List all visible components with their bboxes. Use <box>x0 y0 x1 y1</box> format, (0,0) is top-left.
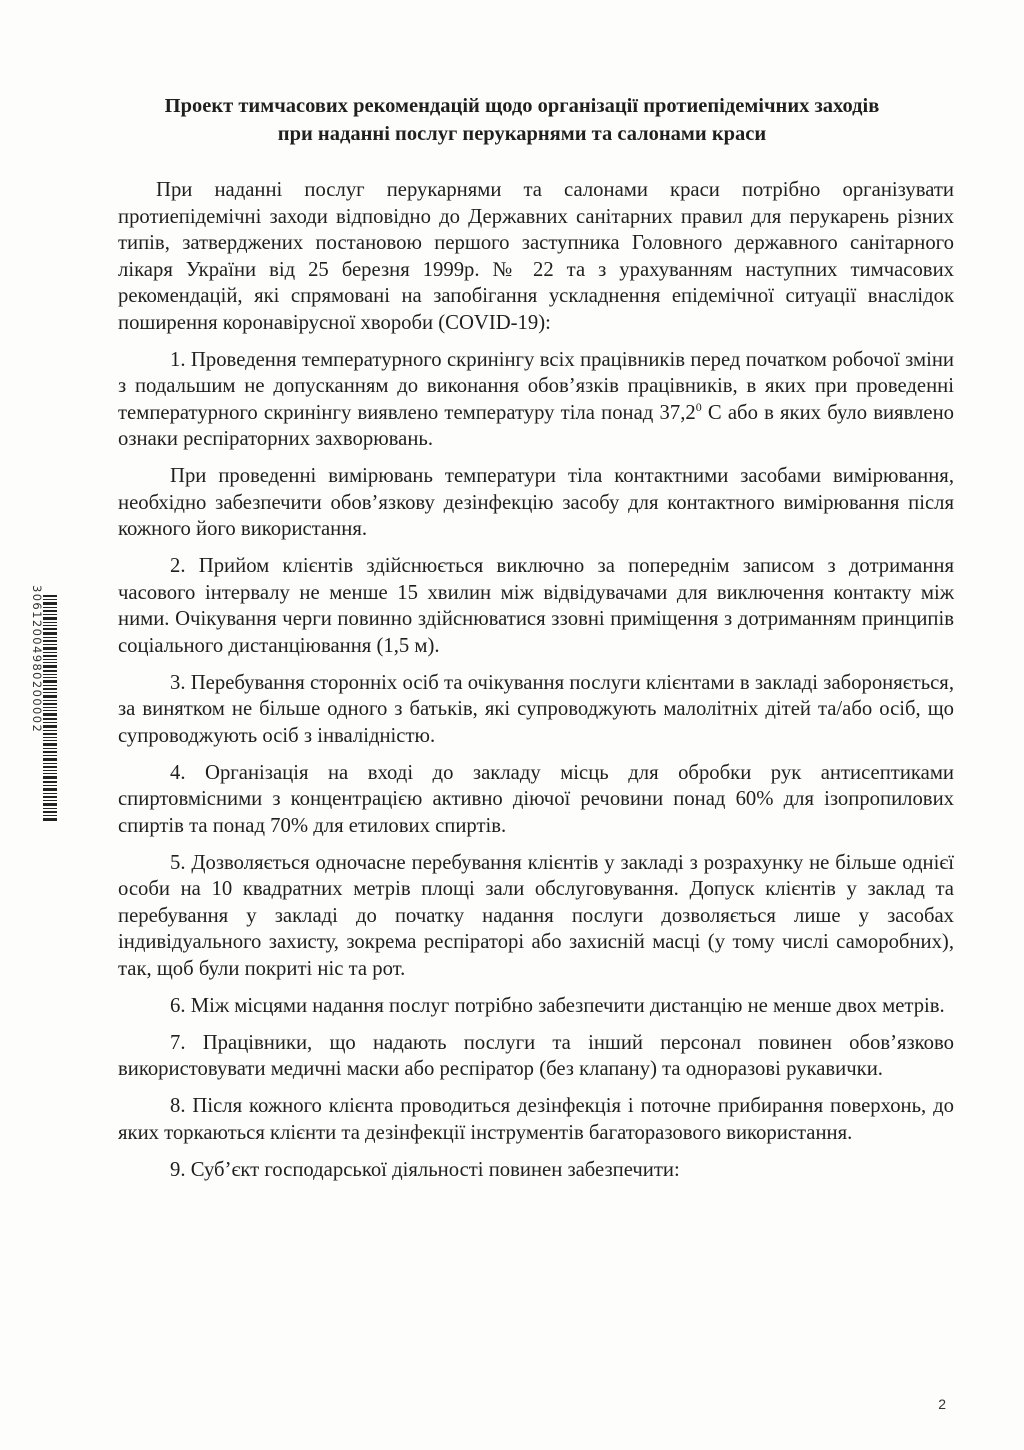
paragraph-item-7: 7. Працівники, що надають послуги та інший персонал повинен обов’язково використовувати медичні маски або респіратор (без клапану) та одноразові рукавички. <box>118 1031 954 1080</box>
document-body <box>118 177 954 1194</box>
paragraph-item-3: 3. Перебування сторонніх осіб та очікування послуги клієнтами в закладі забороняється, за винятком не більше одного з батьків, які супроводжують малолітніх дітей та/або осіб, що супроводжують осіб з інвалідністю. <box>118 671 954 747</box>
title-line-1: Проект тимчасових рекомендацій щодо організації протиепідемічних заходів <box>164 95 880 117</box>
document-title <box>100 92 944 148</box>
paragraph-item-2: 2. Прийом клієнтів здійснюється виключно за попереднім записом з дотримання часового інтервалу не менше 15 хвилин між відвідувачами для виключення контакту між ними. Очікування черги повинно здійснюватися ззовні приміщення з дотриманням принципів соціального дистанціювання (1,5 м). <box>118 555 954 657</box>
page-number: 2 <box>938 1396 946 1412</box>
paragraph-item-5: 5. Дозволяється одночасне перебування клієнтів у закладі з розрахунку не більше однієї особи на 10 квадратних метрів площі зали обслуговування. Допуск клієнтів у заклад та перебування у закладі до початку надання послуги дозволяється лише у засобах індивідуального захисту, зокрема респіраторі або захисній масці (у тому числі саморобних), так, щоб були покриті ніс та рот. <box>118 851 954 980</box>
item-1-text: 1. Проведення температурного скринінгу всіх працівників перед початком робочої зміни з подальшим не допусканням до виконання обов’язків працівників, в яких при проведенні температурного скринінгу виявлено температуру тіла понад 37,2 <box>118 348 954 424</box>
paragraph-item-4: 4. Організація на вході до закладу місць для обробки рук антисептиками спиртовмісними з концентрацією активно діючої речовини понад 60% для ізопропилових спиртів та понад 70% для етилових спиртів. <box>118 761 954 837</box>
paragraph-measurement: При проведенні вимірювань температури тіла контактними засобами вимірювання, необхідно забезпечити обов’язкову дезінфекцію засобу для контактного вимірювання після кожного його використання. <box>118 465 954 540</box>
barcode-number: 30612004980200002 <box>30 585 44 734</box>
paragraph-item-9: 9. Суб’єкт господарської діяльності повинен забезпечити: <box>170 1158 680 1181</box>
intro-paragraph: При наданні послуг перукарнями та салонами краси потрібно організувати протиепідемічні заходи відповідно до Державних санітарних правил для перукарень різних типів, затверджених постановою першого заступника Головного державного санітарного лікаря України від 25 березня 1999р. № 22 та з урахуванням наступних тимчасових рекомендацій, які спрямовані на запобігання ускладнення епідемічної ситуації внаслідок поширення коронавірусної хвороби (COVID-19): <box>118 179 954 334</box>
degree-superscript: 0 <box>695 399 702 414</box>
item-1-text-end: С або в яких було виявлено ознаки респіраторних захворювань. <box>118 401 954 450</box>
paragraph-item-6: 6. Між місцями надання послуг потрібно забезпечити дистанцію не менше двох метрів. <box>170 994 945 1017</box>
paragraph-item-8: 8. Після кожного клієнта проводиться дезінфекція і поточне прибирання поверхонь, до яких торкаються клієнти та дезінфекції інструментів багаторазового використання. <box>118 1095 954 1144</box>
title-line-2: при наданні послуг перукарнями та салонами краси <box>277 123 767 145</box>
paragraph-item-1 <box>118 347 954 453</box>
